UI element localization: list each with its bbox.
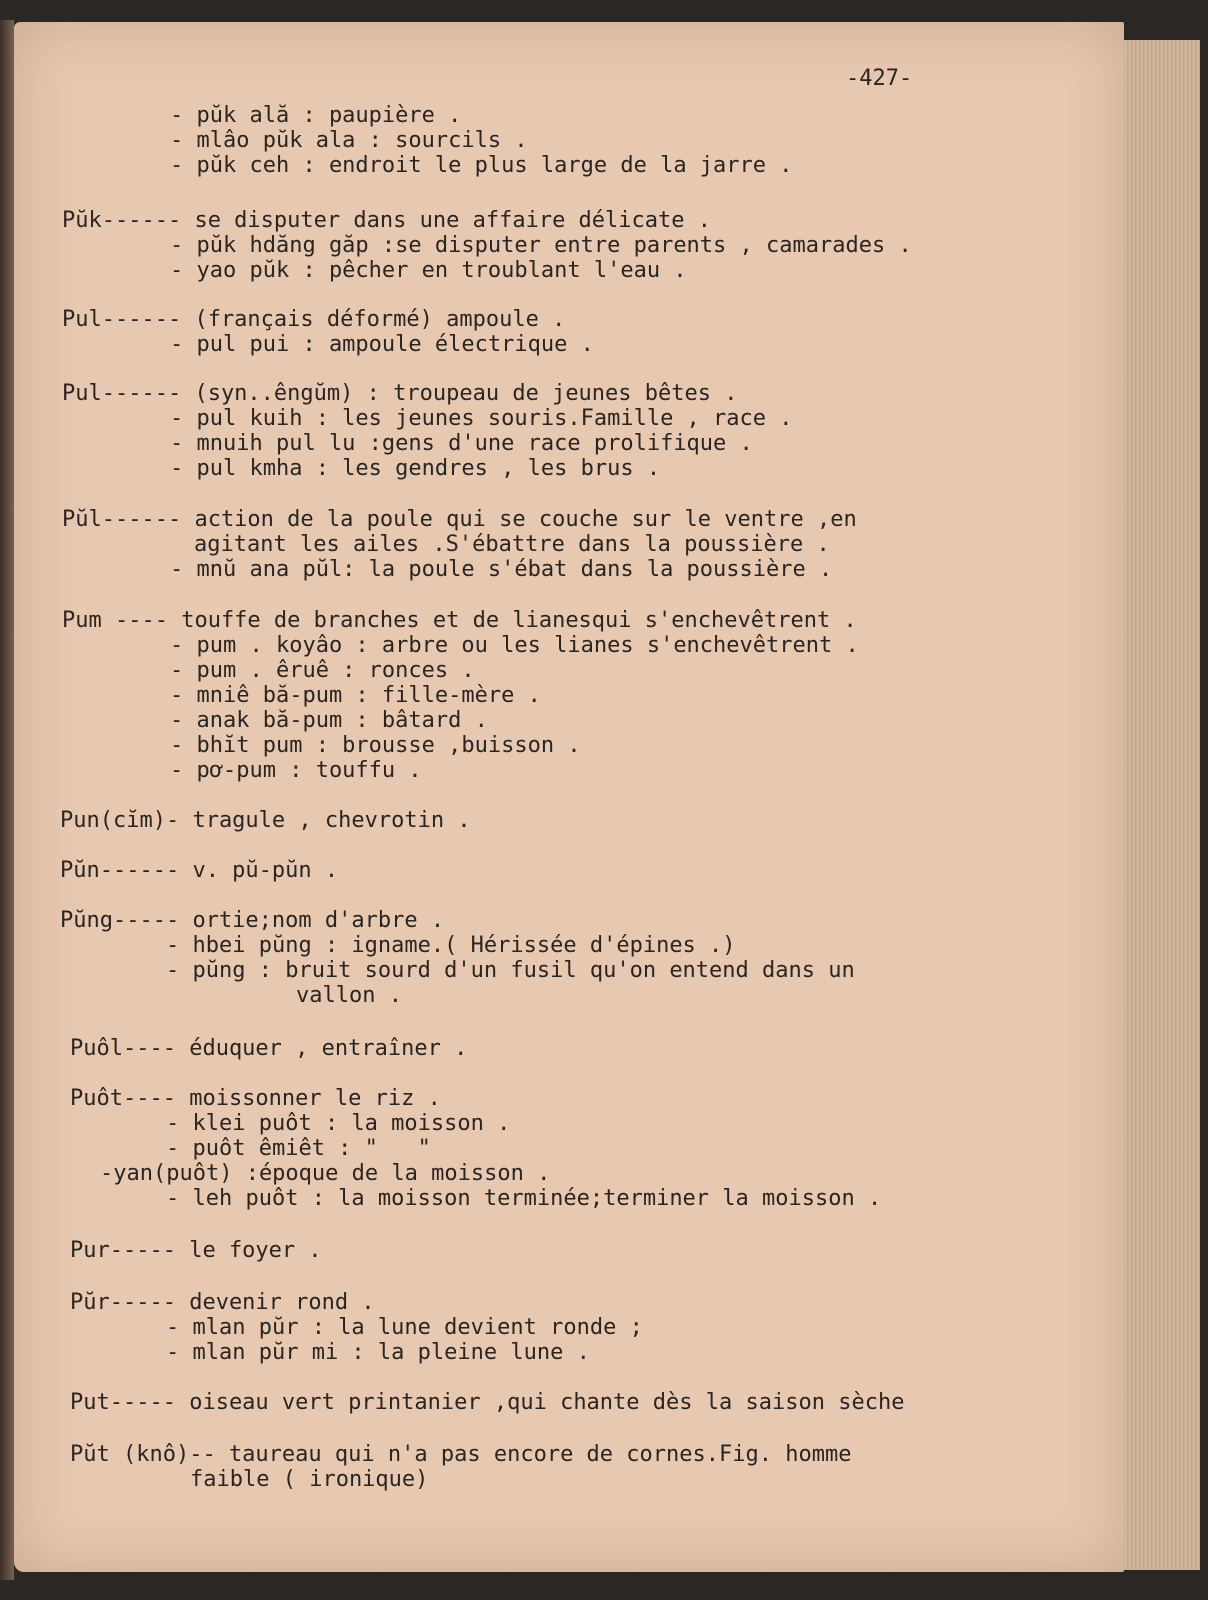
entry-line: - klei puôt : la moisson . bbox=[166, 1111, 511, 1136]
entry-line: - pŭk hdăng găp :se disputer entre parents , camarades . bbox=[170, 233, 912, 258]
entry-line: faible ( ironique) bbox=[190, 1467, 429, 1492]
page-fore-edge bbox=[1124, 40, 1200, 1570]
entry-line: Pum ---- touffe de branches et de lianesqui s'enchevêtrent . bbox=[62, 608, 857, 633]
entry-line: - mnŭ ana pŭl: la poule s'ébat dans la poussière . bbox=[170, 557, 833, 582]
entry-line: Pŭk------ se disputer dans une affaire délicate . bbox=[62, 208, 712, 233]
entry-line: - hbei pŭng : igname.( Hérissée d'épines .) bbox=[166, 933, 736, 958]
entry-line: - anak bă-pum : bâtard . bbox=[170, 708, 488, 733]
entry-line: Puôt---- moissonner le riz . bbox=[70, 1086, 441, 1111]
entry-line: Pŭr----- devenir rond . bbox=[70, 1290, 375, 1315]
entry-line: - mniê bă-pum : fille-mère . bbox=[170, 683, 541, 708]
entry-line: -yan(puôt) :époque de la moisson . bbox=[100, 1161, 551, 1186]
entry-line: Pul------ (syn..êngŭm) : troupeau de jeunes bêtes . bbox=[62, 381, 738, 406]
entry-line: - pơ-pum : touffu . bbox=[170, 758, 422, 783]
entry-line: Put----- oiseau vert printanier ,qui chante dès la saison sèche bbox=[70, 1390, 905, 1415]
entry-line: Pŭng----- ortie;nom d'arbre . bbox=[60, 908, 445, 933]
book-gutter bbox=[0, 20, 14, 1580]
entry-line: - pum . koyâo : arbre ou les lianes s'enchevêtrent . bbox=[170, 633, 859, 658]
entry-line: Puôl---- éduquer , entraîner . bbox=[70, 1036, 468, 1061]
entry-line: Pur----- le foyer . bbox=[70, 1238, 322, 1263]
entry-line: agitant les ailes .S'ébattre dans la poussière . bbox=[194, 532, 830, 557]
entry-line: - pŭng : bruit sourd d'un fusil qu'on entend dans un bbox=[166, 958, 855, 983]
entry-line: - mnuih pul lu :gens d'une race prolifique . bbox=[170, 431, 753, 456]
entry-line: vallon . bbox=[296, 983, 402, 1008]
entry-line: - puôt êmiêt : " " bbox=[166, 1136, 431, 1161]
entry-line: - pul kuih : les jeunes souris.Famille , race . bbox=[170, 406, 793, 431]
entry-line: - pum . êruê : ronces . bbox=[170, 658, 475, 683]
entry-line: - mlan pŭr : la lune devient ronde ; bbox=[166, 1315, 643, 1340]
entry-line: - leh puôt : la moisson terminée;terminer la moisson . bbox=[166, 1186, 882, 1211]
entry-line: - mlâo pŭk ala : sourcils . bbox=[170, 128, 528, 153]
entry-line: Pŭl------ action de la poule qui se couche sur le ventre ,en bbox=[62, 507, 857, 532]
page-number: -427- bbox=[846, 66, 913, 91]
entry-line: - pŭk ceh : endroit le plus large de la jarre . bbox=[170, 153, 793, 178]
entry-line: - pul pui : ampoule électrique . bbox=[170, 332, 594, 357]
entry-line: - mlan pŭr mi : la pleine lune . bbox=[166, 1340, 590, 1365]
entry-line: - pul kmha : les gendres , les brus . bbox=[170, 456, 661, 481]
entry-line: - pŭk ală : paupière . bbox=[170, 103, 462, 128]
entry-line: Pun(cĭm)- tragule , chevrotin . bbox=[60, 808, 471, 833]
entry-line: Pŭn------ v. pŭ-pŭn . bbox=[60, 858, 339, 883]
entry-line: - bhĭt pum : brousse ,buisson . bbox=[170, 733, 581, 758]
entry-line: - yao pŭk : pêcher en troublant l'eau . bbox=[170, 258, 687, 283]
entry-line: Pŭt (knô)-- taureau qui n'a pas encore de cornes.Fig. homme bbox=[70, 1442, 852, 1467]
entry-line: Pul------ (français déformé) ampoule . bbox=[62, 307, 566, 332]
